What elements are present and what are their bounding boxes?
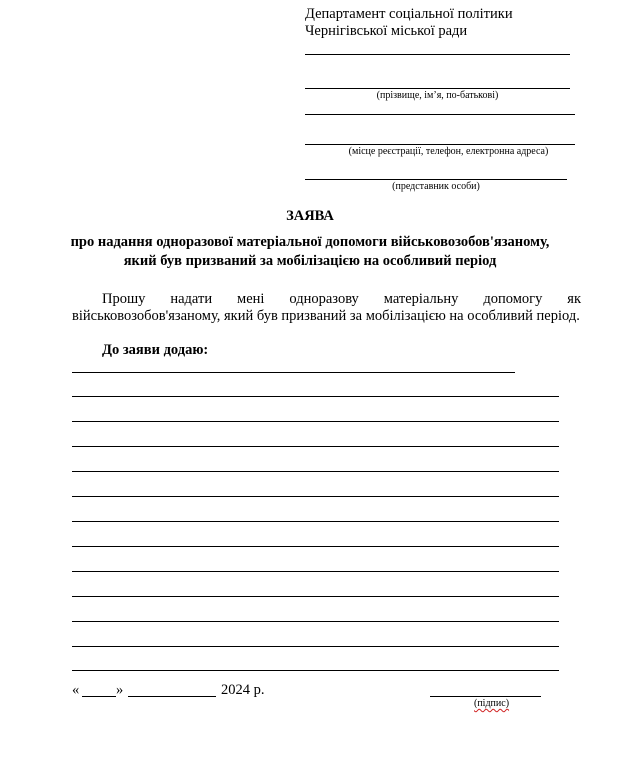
attachments-label: До заяви додаю: [102,342,209,358]
date-day-blank [82,696,116,697]
attachment-line-13 [72,670,559,671]
attachment-line-12 [72,646,559,647]
date-open-quote: « [72,682,80,698]
addressee-blank-line-1 [305,54,570,55]
registration-blank-line-2 [305,144,575,145]
attachment-line-11 [72,621,559,622]
document-subtitle-line-2: який був призваний за мобілізацією на особливий період [123,253,497,269]
representative-blank-line [305,179,567,180]
attachment-line-3 [72,421,559,422]
attachment-line-7 [72,521,559,522]
attachment-line-2 [72,396,559,397]
date-close-quote: » [116,682,124,698]
document-subtitle-line-1: про надання одноразової матеріальної допомоги військовозобов'язаному, [70,234,550,250]
attachment-line-4 [72,446,559,447]
document-heading: ЗАЯВА [286,208,334,224]
addressee-department: Департамент соціальної політики [305,6,513,22]
addressee-council: Чернігівської міської ради [305,23,468,39]
full-name-caption: (прізвище, ім’я, по-батькові) [376,90,499,101]
attachment-line-10 [72,596,559,597]
signature-blank-line [430,696,541,697]
request-paragraph: Прошу надати мені одноразову матеріальну допомогу як військовозобов'язаному, який був призваний за мобілізацією на особливий період. [72,291,581,324]
attachment-line-6 [72,496,559,497]
date-month-blank [128,696,216,697]
signature-caption: (підпис) [474,698,510,709]
registration-caption: (місце реєстрації, телефон, електронна адреса) [348,146,549,157]
attachment-line-9 [72,571,559,572]
full-name-blank-line [305,88,570,89]
registration-blank-line-1 [305,114,575,115]
date-year: 2024 р. [221,682,265,698]
attachment-line-5 [72,471,559,472]
attachment-line-8 [72,546,559,547]
representative-caption: (представник особи) [392,181,480,192]
attachment-line-1 [72,372,515,373]
